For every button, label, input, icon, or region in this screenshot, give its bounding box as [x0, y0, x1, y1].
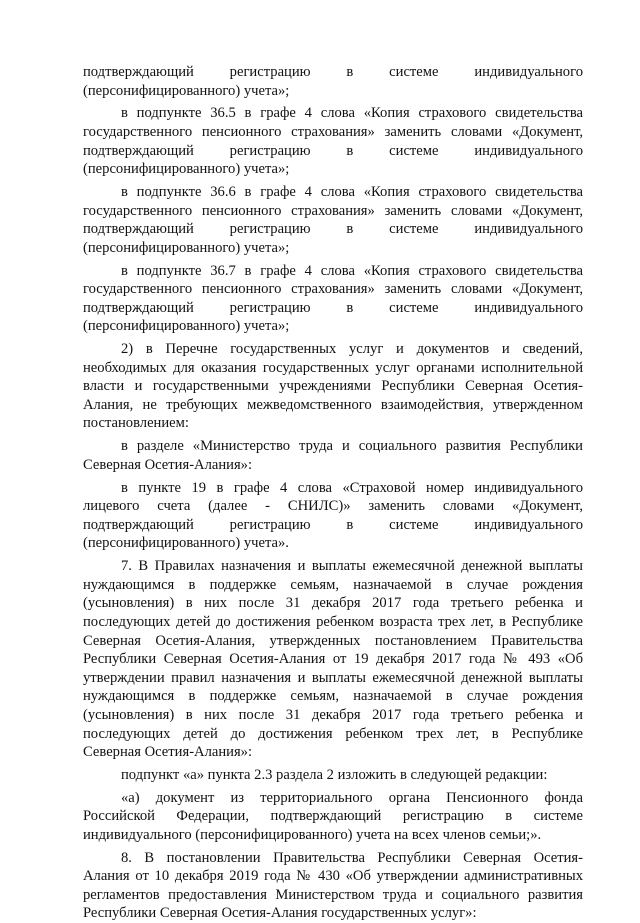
text-line: государственного пенсионного страхования» заменить словами «Документ,	[83, 123, 583, 140]
text-line: в подпункте 36.5 в графе 4 слова «Копия страхового свидетельства	[121, 105, 583, 122]
text-line: (усыновления) в них после 31 декабря 2017 года третьего ребенка и	[83, 595, 583, 612]
text-line: (усыновления) в них после 31 декабря 2017 года третьего ребенка и	[83, 706, 583, 723]
text-line: последующих детей до достижения ребенком возраста трех лет, в Республике	[83, 613, 583, 630]
text-line: в подпункте 36.6 в графе 4 слова «Копия страхового свидетельства	[121, 183, 583, 200]
text-line: государственного пенсионного страхования» заменить словами «Документ,	[83, 202, 583, 219]
text-line: подтверждающий регистрацию в системе индивидуального	[83, 221, 583, 238]
text-line: (персонифицированного) учета»;	[83, 318, 290, 335]
paragraph	[83, 104, 583, 178]
text-line: Северная Осетия-Алания»:	[83, 744, 253, 761]
text-line: лицевого счета (далее - СНИЛС)» заменить словами «Документ,	[83, 498, 583, 515]
text-line: (персонифицированного) учета»;	[83, 82, 290, 99]
paragraph	[83, 766, 583, 785]
text-line: Северная Осетия-Алания»:	[83, 456, 253, 473]
text-line: (персонифицированного) учета»;	[83, 239, 290, 256]
text-line: 8. В постановлении Правительства Республики Северная Осетия-	[121, 849, 583, 866]
text-line: в подпункте 36.7 в графе 4 слова «Копия страхового свидетельства	[121, 262, 583, 279]
text-line: нуждающимся в поддержке семьям, назначаемой в случае рождения	[83, 576, 583, 593]
text-line: «а) документ из территориального органа Пенсионного фонда	[121, 789, 583, 806]
paragraph	[83, 183, 583, 257]
text-line: Северная Осетия-Алания, утвержденных постановлением Правительства	[83, 632, 583, 649]
text-line: Алания от 10 декабря 2019 года № 430 «Об утверждении административных	[83, 868, 583, 885]
text-line: подтверждающий регистрацию в системе индивидуального	[83, 142, 583, 159]
text-line: подпункт «а» пункта 2.3 раздела 2 изложить в следующей редакции:	[121, 766, 548, 783]
paragraph	[83, 437, 583, 474]
text-line: Российской Федерации, подтверждающий регистрацию в системе	[83, 808, 583, 825]
paragraph	[83, 63, 583, 100]
paragraph	[83, 557, 583, 762]
document-page	[83, 63, 583, 923]
text-line: нуждающимся в поддержке семьям, назначаемой в случае рождения	[83, 688, 583, 705]
paragraph	[83, 789, 583, 845]
text-line: постановлением:	[83, 415, 189, 432]
text-line: Республики Северная Осетия-Алания от 19 декабря 2017 года № 493 «Об	[83, 651, 583, 668]
text-line: индивидуального (персонифицированного) учета на всех членов семьи;».	[83, 826, 542, 843]
text-line: (персонифицированного) учета»;	[83, 161, 290, 178]
text-line: Республики Северная Осетия-Алания государственных услуг»:	[83, 905, 477, 922]
text-line: Алания, не требующих межведомственного взаимодействия, утвержденном	[83, 396, 583, 413]
text-line: утверждении правил назначения и выплаты ежемесячной денежной выплаты	[83, 669, 583, 686]
text-line: (персонифицированного) учета».	[83, 535, 289, 552]
text-line: в разделе «Министерство труда и социального развития Республики	[121, 438, 583, 455]
text-line: государственного пенсионного страхования» заменить словами «Документ,	[83, 281, 583, 298]
text-line: в пункте 19 в графе 4 слова «Страховой номер индивидуального	[121, 479, 583, 496]
text-line: подтверждающий регистрацию в системе индивидуального	[83, 299, 583, 316]
text-line: необходимых для оказания государственных услуг органами исполнительной	[83, 359, 583, 376]
text-line: подтверждающий регистрацию в системе индивидуального	[83, 516, 583, 533]
paragraph	[83, 340, 583, 433]
text-line: 2) в Перечне государственных услуг и документов и сведений,	[121, 341, 583, 358]
text-line: регламентов предоставления Министерством труда и социального развития	[83, 886, 583, 903]
paragraph	[83, 262, 583, 336]
text-line: власти и государственными учреждениями Республики Северная Осетия-	[83, 378, 583, 395]
text-line: 7. В Правилах назначения и выплаты ежемесячной денежной выплаты	[121, 558, 583, 575]
paragraph	[83, 479, 583, 553]
text-line: подтверждающий регистрацию в системе индивидуального	[83, 64, 583, 80]
text-line: последующих детей до достижения ребенком трех лет, в Республике	[83, 725, 583, 742]
paragraph	[83, 849, 583, 923]
